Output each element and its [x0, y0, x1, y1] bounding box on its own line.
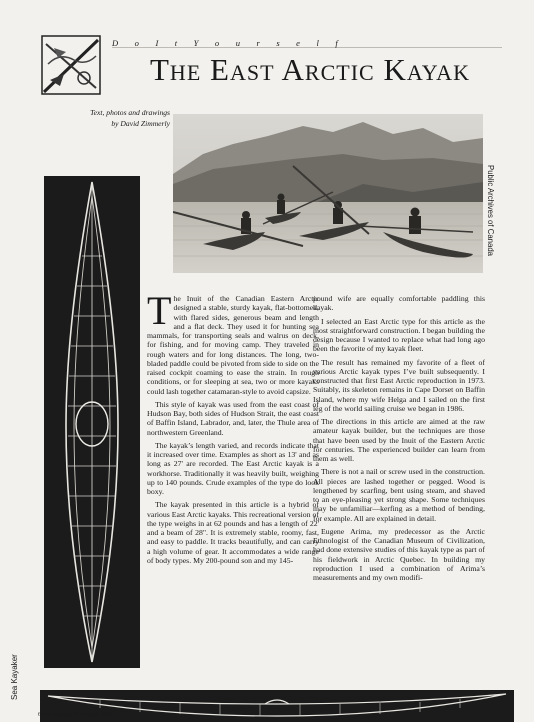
drop-cap: T — [147, 288, 172, 333]
byline — [30, 107, 170, 129]
photo-credit — [485, 165, 497, 283]
paragraph: Eugene Arima, my predecessor as the Arctic Ethnologist of the Canadian Museum of Civilization, had done extensive studies of this kayak type as part of his fieldwork in Arctic Quebec. In building my reproduction I used a combination of Arima’s measurements and my own modifi- — [313, 526, 485, 582]
page-footer: 6 Sea Kayaker □ October 2001 — [38, 712, 113, 718]
archival-kayak-photo — [173, 114, 483, 273]
byline-line-2: by David Zimmerly — [111, 119, 170, 128]
paragraph: pound wife are equally comfortable paddling this kayak. — [313, 294, 485, 313]
paragraph-text: he Inuit of the Canadian Eastern Arctic designed a stable, sturdy kayak, flat-bottomed, with flared sides, generous beam and length and a flat deck. They used it for hunting sea mammals, for transporting seals and walrus on deck, for fishing, and for moving camp. They traveled in rough waters and for long distances. The long, two-bladed paddle could be pivoted from side to side on the raised cockpit coaming to ease the strain. In rough conditions, or for sleeping at sea, two or more kayaks could lash together catamaran-style to avoid capsize. — [147, 294, 319, 396]
page-title: The East Arctic Kayak — [150, 52, 470, 87]
magazine-side-label — [10, 640, 20, 700]
byline-line-1: Text, photos and drawings — [90, 108, 170, 117]
paragraph: The directions in this article are aimed at the raw amateur kayak builder, but the techniques are those that have been used by the Inuit of the Eastern Arctic for centuries. The experienced builder can learn from them as well. — [313, 417, 485, 463]
kayak-plan-view-drawing — [44, 176, 140, 668]
paragraph: The kayak’s length varied, and records indicate that it increased over time. Examples as short as 13' and as long as 27' are recorded. The East Arctic kayak is a workhorse. Traditionally it was heavily built, weighing up to 140 pounds. Crude examples of the type do look boxy. — [147, 440, 319, 496]
section-kicker: D o I t Y o u r s e l f — [112, 38, 345, 48]
magazine-side-label-text: Sea Kayaker — [10, 654, 19, 700]
paragraph: There is not a nail or screw used in the construction. All pieces are lashed together or pegged. Wood is lengthened by scarfing, bent using steam, and shaved to an eye-pleasing yet strong shape. Some techniques may be unfamiliar—kerfing as a method of bending, for example. All are explained in detail. — [313, 467, 485, 523]
photo-credit-text: Public Archives of Canada — [486, 165, 495, 257]
body-column-1 — [147, 288, 319, 569]
paragraph: This style of kayak was used from the east coast of Hudson Bay, both sides of Hudson Strait, the east coast of Baffin Island, Labrador, and, later, the Thule area of northwestern Greenland. — [147, 399, 319, 437]
paragraph: I selected an East Arctic type for this article as the most straightforward construction. I began building the design because I wanted to replace what had long ago been the favorite of my kayak fleet. — [313, 316, 485, 354]
paragraph — [147, 288, 319, 396]
do-it-yourself-logo-icon — [40, 34, 102, 96]
paragraph: The kayak presented in this article is a hybrid of various East Arctic kayaks. This recreational version of the type weighs in at 62 pounds and has a length of 22' and a beam of 28". It is extremely stable, roomy, fast, and easy to paddle. It tracks beautifully, and can carry a high volume of gear. It accommodates a wide range of body types. My 200-pound son and my 145- — [147, 500, 319, 565]
body-column-2 — [313, 294, 485, 586]
paragraph: The result has remained my favorite of a fleet of various Arctic kayak types I’ve built subsequently. I constructed that first East Arctic reproduction in 1973. Suitably, its skeleton remains in Cape Dorset on Baffin Island, where my wife Helga and I sailed on the first leg of the world sailing cruise we began in 1986. — [313, 357, 485, 413]
